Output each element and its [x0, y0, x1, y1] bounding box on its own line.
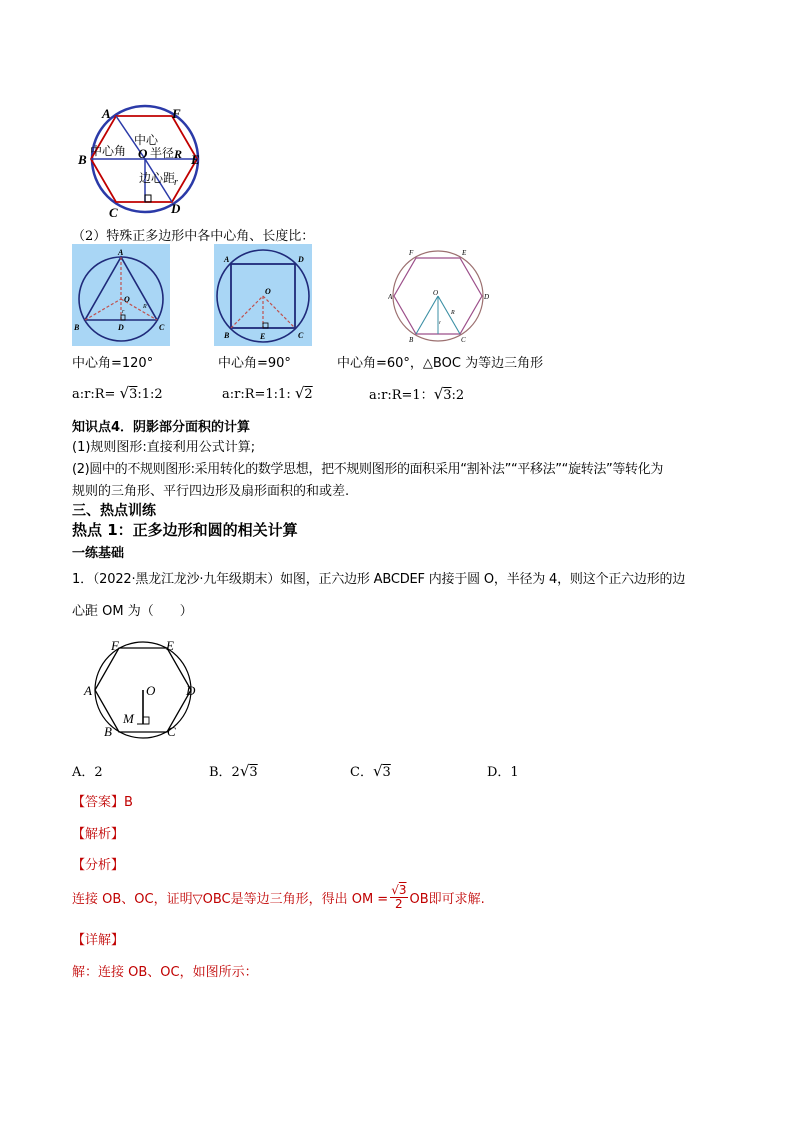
fenxi-text-b: OB即可求解. — [409, 892, 485, 907]
fig1-label-E: E — [191, 152, 200, 167]
p1-label-r: r — [122, 309, 125, 315]
p2-label-E: E — [260, 332, 266, 341]
detail-text: 解：连接 OB、OC，如图所示： — [72, 965, 258, 980]
q1-label-M: M — [123, 711, 134, 726]
p3-label-A: A — [388, 293, 393, 301]
ratio-triangle: a:r:R= √3:1:2 — [72, 384, 163, 402]
fig1-zhongxin: 中心 — [134, 133, 159, 147]
ratio-hexagon-pre: a:r:R=1： — [369, 388, 434, 403]
q1-label-F: F — [111, 638, 119, 653]
option-a[interactable] — [72, 761, 103, 780]
p1-label-R: R — [143, 304, 147, 310]
fenxi-text-a: 连接 OB、OC，证明▽OBC是等边三角形，得出 OM = — [72, 892, 389, 907]
q1-label-B: B — [104, 724, 112, 739]
p3-label-E: E — [462, 249, 467, 257]
fig1-label-F: F — [172, 106, 181, 121]
square-circle-figure — [214, 244, 312, 346]
section3-title: 三、热点训练 — [72, 503, 156, 519]
p2-label-C: C — [298, 331, 304, 340]
fig1-label-D: D — [171, 201, 181, 216]
p1-label-D: D — [118, 323, 124, 332]
detail-label: 【详解】 — [72, 933, 125, 948]
kp4-line2: (2)圆中的不规则图形:采用转化的数学思想，把不规则图形的面积采用“割补法”“平移法”“旋转法”等转化为 — [72, 462, 664, 477]
ratio-square-rad: 2 — [304, 387, 313, 402]
q1-label-O: O — [146, 683, 156, 698]
q1-hexagon-figure — [82, 636, 204, 742]
option-d-label: D．1 — [487, 765, 519, 780]
hot1-title: 热点 1：正多边形和圆的相关计算 — [72, 521, 298, 539]
p2-label-A: A — [224, 255, 230, 264]
angle-triangle: 中心角=120° — [72, 356, 154, 371]
fenxi-text — [72, 884, 485, 911]
section2-title: （2）特殊正多边形中各中心角、长度比： — [72, 229, 315, 244]
ratio-hexagon: a:r:R=1：√3:2 — [369, 385, 465, 403]
fig1-label-O: O — [138, 146, 148, 161]
q1-label-A: A — [84, 683, 92, 698]
angle-hexagon: 中心角=60°，△BOC 为等边三角形 — [337, 356, 544, 371]
basic-title: 一练基础 — [72, 546, 125, 561]
fig1-label-C: C — [109, 205, 118, 220]
ratio-hexagon-rad: 3 — [443, 388, 452, 403]
p3-label-F: F — [409, 249, 414, 257]
option-b-rad: 3 — [249, 765, 258, 780]
p2-label-O: O — [265, 287, 271, 296]
p1-label-A: A — [118, 248, 124, 257]
p3-label-B: B — [409, 336, 414, 344]
p3-label-C: C — [461, 336, 466, 344]
option-c-label: C． — [350, 765, 373, 780]
fig1-zhongxinjiao: 中心角 — [90, 144, 127, 158]
p3-label-r: r — [439, 321, 441, 326]
hexagon-special-figure — [388, 244, 492, 346]
option-c-rad: 3 — [382, 765, 391, 780]
q1-label-E: E — [166, 638, 174, 653]
angle-square: 中心角=90° — [218, 356, 291, 371]
kp4-line1: (1)规则图形:直接利用公式计算; — [72, 440, 256, 455]
option-c[interactable]: C．√3 — [350, 762, 391, 780]
fig1-banjing: 半径 — [150, 146, 175, 160]
p3-label-D: D — [484, 293, 490, 301]
answer-label: 【答案】B — [72, 795, 133, 810]
option-d[interactable] — [487, 761, 519, 780]
ratio-triangle-post: :1:2 — [137, 387, 163, 402]
analysis-label: 【解析】 — [72, 827, 125, 842]
option-a-label: A．2 — [72, 765, 103, 780]
fenxi-frac-den: 2 — [395, 897, 403, 911]
kp4-title: 知识点4．阴影部分面积的计算 — [72, 420, 251, 435]
p1-label-C: C — [159, 323, 165, 332]
q1-label-C: C — [167, 724, 176, 739]
ratio-square: a:r:R=1:1: √2 — [222, 384, 313, 402]
fenxi-label: 【分析】 — [72, 858, 125, 873]
p1-label-B: B — [74, 323, 80, 332]
ratio-triangle-pre: a:r:R= — [72, 387, 120, 402]
ratio-hexagon-post: :2 — [451, 388, 465, 403]
p3-label-R: R — [451, 310, 455, 316]
fig1-bianxinju: 边心距 — [139, 171, 176, 185]
kp4-line3: 规则的三角形、平行四边形及扇形面积的和或差. — [72, 484, 350, 499]
fig1-label-R: R — [174, 147, 183, 161]
option-b-label: B．2 — [209, 765, 240, 780]
fenxi-frac-num: 3 — [398, 883, 407, 897]
p1-label-O: O — [124, 295, 130, 304]
p2-label-B: B — [224, 331, 230, 340]
q1-label-D: D — [186, 683, 196, 698]
fig1-r: r — [174, 177, 178, 188]
fenxi-fraction: $\frac{√3}{2}$ — [391, 883, 407, 911]
p2-label-D: D — [298, 255, 304, 264]
hexagon-circle-figure — [72, 104, 222, 222]
option-b[interactable]: B．2√3 — [209, 762, 258, 780]
p3-label-O: O — [433, 289, 439, 297]
q1-line1: 1．（2022·黑龙江龙沙·九年级期末）如图，正六边形 ABCDEF 内接于圆 O，半径为 4，则这个正六边形的边 — [72, 572, 686, 587]
ratio-triangle-rad: 3 — [129, 387, 138, 402]
fig1-label-B: B — [78, 152, 87, 167]
fig1-label-A: A — [102, 106, 111, 121]
triangle-circle-figure — [72, 244, 170, 346]
q1-line2: 心距 OM 为（ ） — [72, 604, 193, 619]
ratio-square-pre: a:r:R=1:1: — [222, 387, 295, 402]
